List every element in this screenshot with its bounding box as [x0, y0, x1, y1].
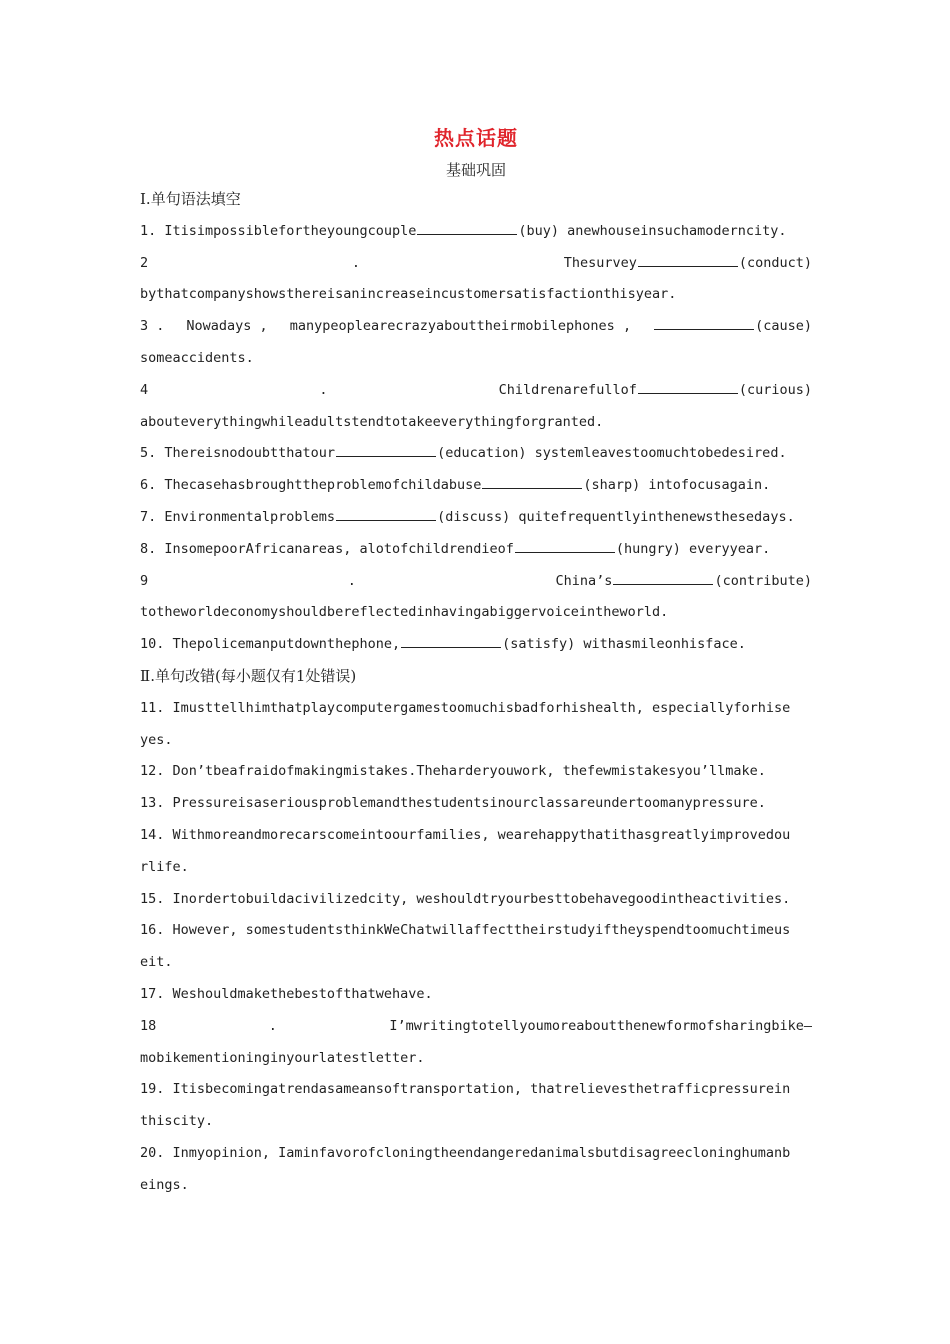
question-line: eings.: [140, 1176, 189, 1193]
answer-blank[interactable]: [515, 538, 615, 553]
question-number: 4: [140, 381, 149, 398]
question-text: (satisfy) withasmileonhisface.: [502, 636, 746, 653]
question-line: abouteverythingwhileadultstendtotakeeverythingforgranted.: [140, 413, 604, 430]
page-title: 热点话题: [434, 126, 518, 150]
question-line: rlife.: [140, 858, 189, 875]
question-line: thiscity.: [140, 1113, 214, 1130]
question-text: 1. Itisimpossiblefortheyoungcouple: [140, 222, 417, 239]
question-line: someaccidents.: [140, 349, 254, 366]
question-text: (curious): [738, 381, 812, 398]
answer-blank[interactable]: [336, 506, 436, 521]
question-line: [140, 629, 812, 661]
question-line: bythatcompanyshowsthereisanincreaseincustomersatisfactionthisyear.: [140, 286, 677, 303]
answer-blank[interactable]: [482, 474, 582, 489]
answer-blank[interactable]: [417, 220, 517, 235]
question-text: (contribute): [714, 572, 812, 589]
answer-blank[interactable]: [638, 379, 738, 394]
answer-blank[interactable]: [613, 570, 713, 585]
question-text: 7. Environmentalproblems: [140, 508, 336, 525]
question-line: [140, 1011, 812, 1043]
answer-blank[interactable]: [401, 633, 501, 648]
question-text: China’s: [555, 572, 613, 589]
question-line: mobikementioninginyourlatestletter.: [140, 1049, 425, 1066]
question-text: Thesurvey: [563, 254, 637, 271]
question-line: 16. However, somestudentsthinkWeChatwillaffecttheirstudyiftheyspendtoomuchtimeus: [140, 922, 791, 939]
question-dot: .: [268, 1017, 277, 1034]
section-heading-correction: Ⅱ.单句改错(每小题仅有1处错误): [140, 666, 357, 685]
question-text: 5. Thereisnodoubtthatour: [140, 445, 336, 462]
question-line: 20. Inmyopinion, Iaminfavorofcloningtheendangeredanimalsbutdisagreecloninghumanb: [140, 1144, 791, 1161]
question-line: eit.: [140, 954, 173, 971]
question-line: 17. Weshouldmakethebestofthatwehave.: [140, 985, 433, 1002]
question-text: Nowadays ,: [186, 318, 268, 335]
answer-blank[interactable]: [638, 252, 738, 267]
question-text: (education) systemleavestoomuchtobedesired.: [437, 445, 787, 462]
question-line: 13. Pressureisaseriousproblemandthestudentsinourclassareundertoomanypressure.: [140, 795, 766, 812]
question-text: (buy) anewhouseinsuchamoderncity.: [518, 222, 787, 239]
question-line: 19. Itisbecomingatrendasameansoftransportation, thatrelievesthetrafficpressurein: [140, 1081, 791, 1098]
question-text: manypeoplearecrazyabouttheirmobilephones ,: [289, 318, 632, 335]
question-text: (discuss) quitefrequentlyinthenewsthesedays.: [437, 508, 795, 525]
question-line: [140, 470, 812, 502]
question-line: 14. Withmoreandmorecarscomeintoourfamilies, wearehappythatithasgreatlyimprovedou: [140, 826, 791, 843]
question-text: 8. InsomepoorAfricanareas, alotofchildrendieof: [140, 540, 514, 557]
question-line: 15. Inordertobuildacivilizedcity, weshouldtryourbesttobehavegoodintheactivities.: [140, 890, 791, 907]
question-number: 18: [140, 1017, 157, 1034]
page-subtitle: 基础巩固: [445, 161, 506, 179]
question-line: totheworldeconomyshouldbereflectedinhavingabiggervoiceintheworld.: [140, 604, 669, 621]
question-dot: .: [319, 381, 328, 398]
question-text: 6. Thecasehasbroughttheproblemofchildabuse: [140, 477, 482, 494]
document-page: [140, 120, 812, 1202]
question-text: (cause): [755, 318, 812, 335]
answer-blank[interactable]: [336, 442, 436, 457]
question-number: 9: [140, 572, 149, 589]
question-line: [140, 311, 812, 343]
question-dot: .: [347, 572, 356, 589]
question-text: Childrenarefullof: [498, 381, 637, 398]
question-number: 3 .: [140, 318, 165, 335]
section-heading-grammar: Ⅰ.单句语法填空: [140, 190, 241, 208]
question-dot: .: [351, 254, 360, 271]
question-text: (sharp) intofocusagain.: [583, 477, 771, 494]
question-line: yes.: [140, 731, 173, 748]
question-text: I’mwritingtotellyoumoreaboutthenewformofsharingbike—: [389, 1017, 812, 1034]
question-line: [140, 502, 812, 534]
question-line: [140, 438, 812, 470]
question-line: [140, 216, 812, 248]
question-line: [140, 534, 812, 566]
question-number: 2: [140, 254, 149, 271]
question-text: 10. Thepolicemanputdownthephone,: [140, 636, 401, 653]
question-line: [140, 375, 812, 407]
question-line: [140, 248, 812, 280]
question-line: 11. Imusttellhimthatplaycomputergamestoomuchisbadforhishealth, especiallyforhise: [140, 699, 791, 716]
question-text: (hungry) everyyear.: [615, 540, 771, 557]
answer-blank[interactable]: [654, 315, 754, 330]
question-line: [140, 566, 812, 598]
question-text: (conduct): [738, 254, 812, 271]
question-line: 12. Don’tbeafraidofmakingmistakes.Theharderyouwork, thefewmistakesyou’llmake.: [140, 763, 766, 780]
